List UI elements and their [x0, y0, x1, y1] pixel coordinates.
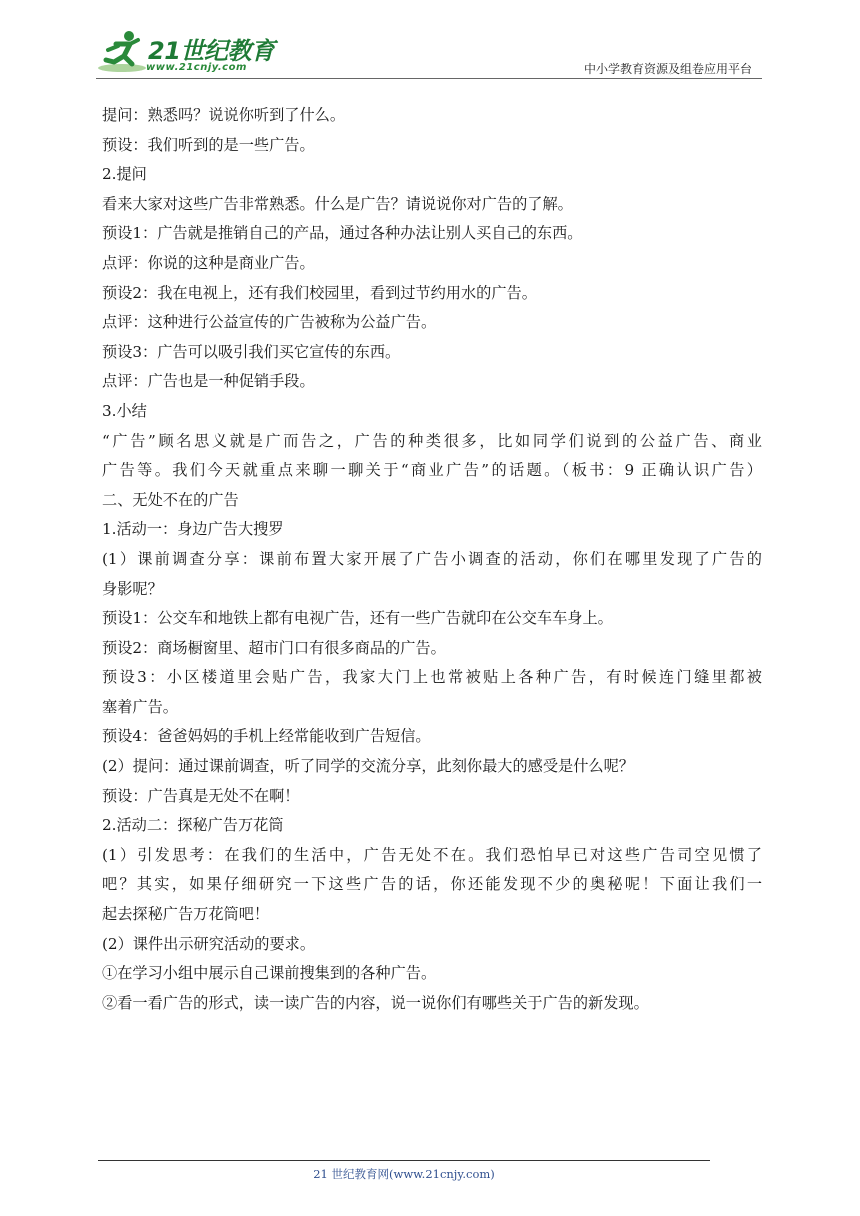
document-body [102, 101, 762, 1018]
text-line: ①在学习小组中展示自己课前搜集到的各种广告。 [102, 964, 437, 983]
logo-text: 21世纪教育 [148, 37, 275, 65]
text-line: 预设1：广告就是推销自己的产品，通过各种办法让别人买自己的东西。 [102, 224, 583, 243]
text-line: “广告”顾名思义就是广而告之，广告的种类很多，比如同学们说到的公益广告、商业 [102, 431, 762, 450]
text-line: (1）引发思考：在我们的生活中，广告无处不在。我们恐怕早已对这些广告司空见惯了 [102, 845, 762, 864]
text-line: 吧？其实，如果仔细研究一下这些广告的话，你还能发现不少的奥秘呢！下面让我们一 [102, 875, 762, 894]
text-line: 提问：熟悉吗？说说你听到了什么。 [102, 106, 345, 124]
header-divider [96, 78, 762, 79]
section-heading: 3.小结 [102, 401, 147, 420]
section-heading: 2.活动二：探秘广告万花筒 [102, 816, 284, 835]
page-header [96, 28, 760, 80]
platform-name: 中小学教育资源及组卷应用平台 [583, 62, 752, 76]
text-line: 预设1：公交车和地铁上都有电视广告，还有一些广告就印在公交车车身上。 [102, 609, 613, 628]
runner-logo-icon [96, 28, 148, 76]
text-line: (2）提问：通过课前调查，听了同学的交流分享，此刻你最大的感受是什么呢？ [102, 757, 634, 776]
text-line: 预设：广告真是无处不在啊！ [102, 786, 300, 805]
text-line: (2）课件出示研究活动的要求。 [102, 934, 316, 953]
text-line: 塞着广告。 [102, 697, 178, 716]
text-line: 预设3：小区楼道里会贴广告，我家大门上也常被贴上各种广告，有时候连门缝里都被 [102, 668, 762, 687]
logo-url: www.21cnjy.com [146, 62, 247, 73]
text-line: ②看一看广告的形式，读一读广告的内容，说一说你们有哪些关于广告的新发现。 [102, 993, 649, 1012]
text-line: 点评：你说的这种是商业广告。 [102, 253, 315, 272]
text-line: 起去探秘广告万花筒吧！ [102, 905, 270, 924]
section-heading: 二、无处不在的广告 [102, 490, 239, 509]
text-line: 预设2：我在电视上，还有我们校园里，看到过节约用水的广告。 [102, 283, 537, 302]
text-line: (1）课前调查分享：课前布置大家开展了广告小调查的活动，你们在哪里发现了广告的 [102, 549, 762, 568]
text-line: 预设3：广告可以吸引我们买它宣传的东西。 [102, 342, 401, 361]
text-line: 点评：广告也是一种促销手段。 [102, 372, 315, 391]
text-line: 预设4：爸爸妈妈的手机上经常能收到广告短信。 [102, 727, 431, 746]
text-line: 预设2：商场橱窗里、超市门口有很多商品的广告。 [102, 638, 446, 657]
section-heading: 2.提问 [102, 165, 147, 184]
text-line: 点评：这种进行公益宣传的广告被称为公益广告。 [102, 313, 437, 332]
page-footer: 21 世纪教育网(www.21cnjy.com) [313, 1167, 495, 1181]
logo [96, 28, 275, 78]
text-line: 身影呢？ [102, 579, 163, 598]
footer-divider [98, 1160, 710, 1161]
text-line: 看来大家对这些广告非常熟悉。什么是广告？请说说你对广告的了解。 [102, 194, 573, 213]
section-heading: 1.活动一：身边广告大搜罗 [102, 520, 284, 539]
text-line: 广告等。我们今天就重点来聊一聊关于“商业广告”的话题。（板书：9 正确认识广告） [102, 461, 762, 480]
text-line: 预设：我们听到的是一些广告。 [102, 135, 315, 154]
